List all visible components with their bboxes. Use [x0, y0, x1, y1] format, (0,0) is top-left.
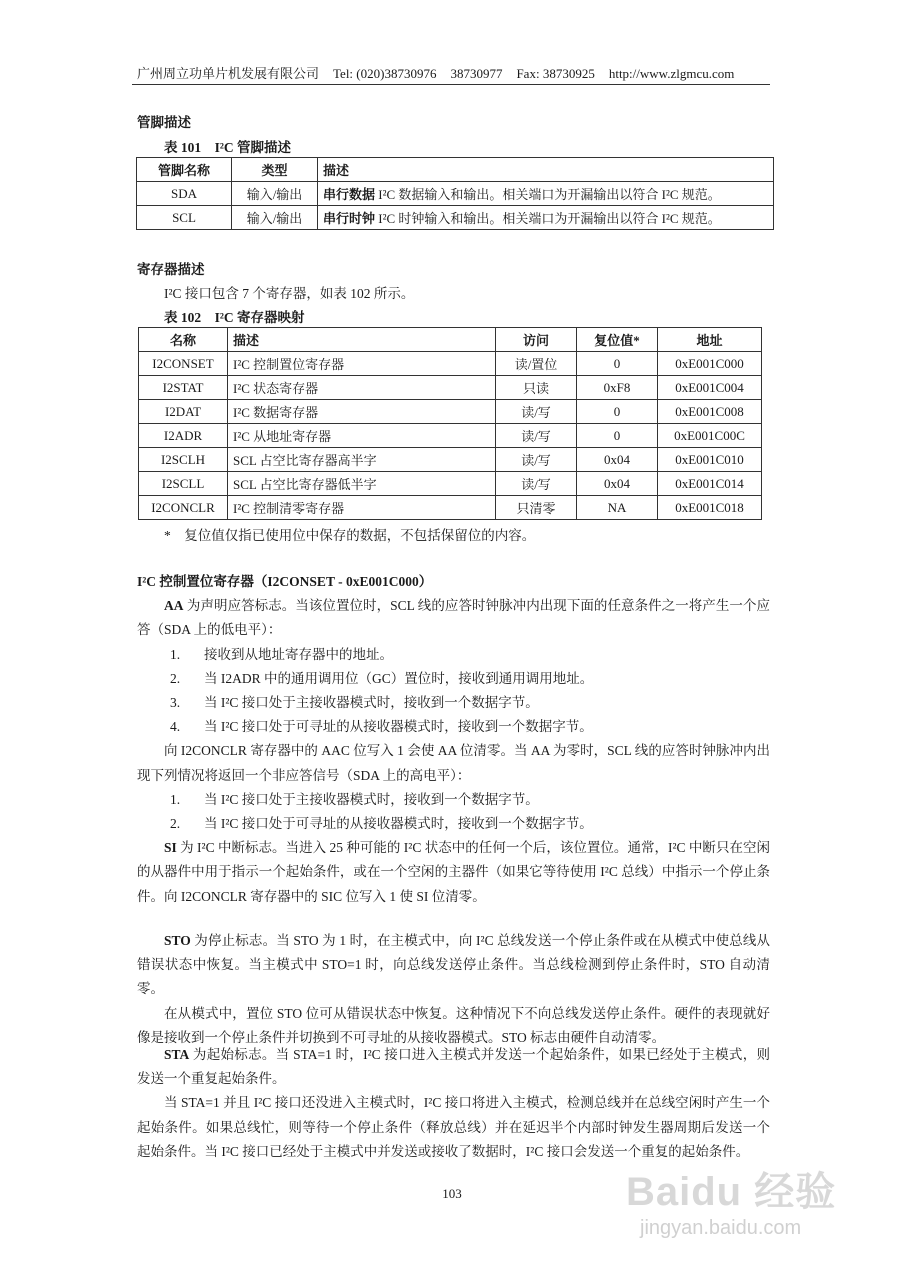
- sta-lead: STA: [164, 1047, 190, 1062]
- list-item: [137, 812, 770, 836]
- pin-type: 输入/输出: [232, 206, 318, 230]
- registers-intro: I²C 接口包含 7 个寄存器，如表 102 所示。: [164, 286, 415, 301]
- sta-paragraph-2: 当 STA=1 并且 I²C 接口还没进入主模式时，I²C 接口将进入主模式，检测总线并在总线空闲时产生一个起始条件。如果总线忙，则等待一个停止条件（释放总线）并在延迟半个内部时钟发生器周期后发送一个起始条件。当 I²C 接口已经处于主模式中并发送或接收了数据时，I²C 接口会发送一个重复的起始条件。: [137, 1095, 770, 1159]
- table-row: [139, 472, 762, 496]
- register-name: I2SCLH: [139, 448, 228, 472]
- list-item: [137, 715, 770, 739]
- register-address: 0xE001C000: [658, 352, 762, 376]
- sto-paragraph: [137, 929, 770, 1002]
- col-header: 描述: [318, 158, 774, 182]
- col-header: 名称: [139, 328, 228, 352]
- sto-lead: STO: [164, 933, 191, 948]
- si-text: 为 I²C 中断标志。当进入 25 种可能的 I²C 状态中的任何一个后，该位置位。通常，I²C 中断只在空闲的从器件中用于指示一个起始条件，或在一个空闲的主器件（如果它等待使用 I²C 总线）中指示一个停止条件。向 I2CONCLR 寄存器中的 SIC 位写入 1 使 SI 位清零。: [137, 840, 770, 904]
- register-access: 读/写: [496, 448, 577, 472]
- register-desc: I²C 状态寄存器: [228, 376, 496, 400]
- register-table: [138, 327, 762, 520]
- watermark-logo: Baidu 经验: [626, 1170, 837, 1214]
- tel: Tel: (020)38730976: [333, 66, 437, 81]
- list-number: 1.: [170, 646, 181, 662]
- baidu-watermark: [626, 1160, 886, 1260]
- pin-name: SDA: [137, 182, 232, 206]
- pins-heading: 管脚描述: [137, 115, 191, 130]
- si-paragraph: [137, 836, 770, 909]
- register-address: 0xE001C010: [658, 448, 762, 472]
- list-text: 当 I2ADR 中的通用调用位（GC）置位时，接收到通用调用地址。: [204, 670, 594, 686]
- pin-name: SCL: [137, 206, 232, 230]
- website-url: http://www.zlgmcu.com: [608, 66, 735, 81]
- register-address: 0xE001C004: [658, 376, 762, 400]
- page-header: [137, 63, 770, 82]
- register-name: I2SCLL: [139, 472, 228, 496]
- col-header: 描述: [228, 328, 496, 352]
- register-reset: NA: [577, 496, 658, 520]
- pin-desc: [318, 206, 774, 230]
- col-header: 复位值*: [577, 328, 658, 352]
- register-reset: 0: [577, 352, 658, 376]
- tel2: 38730977: [450, 66, 503, 81]
- aac-paragraph: 向 I2CONCLR 寄存器中的 AAC 位写入 1 会使 AA 位清零。当 AA 为零时，SCL 线的应答时钟脉冲内出现下列情况将返回一个非应答信号（SDA 上的高电平）：: [137, 743, 770, 783]
- list-number: 3.: [170, 695, 181, 711]
- register-desc: I²C 从地址寄存器: [228, 424, 496, 448]
- aa-lead: AA: [164, 598, 184, 614]
- list-item: [137, 667, 770, 691]
- pin-desc-text: I²C 数据输入和输出。相关端口为开漏输出以符合 I²C 规范。: [375, 187, 721, 202]
- register-desc: SCL 占空比寄存器高半字: [228, 448, 496, 472]
- register-name: I2CONCLR: [139, 496, 228, 520]
- table-row: [139, 448, 762, 472]
- si-lead: SI: [164, 840, 177, 856]
- sta-text: 为起始标志。当 STA=1 时，I²C 接口进入主模式并发送一个起始条件，如果已经处于主模式，则发送一个重复起始条件。: [137, 1047, 770, 1087]
- register-address: 0xE001C014: [658, 472, 762, 496]
- pin-type: 输入/输出: [232, 182, 318, 206]
- register-reset: 0x04: [577, 448, 658, 472]
- table-row: [139, 352, 762, 376]
- table-row: [139, 424, 762, 448]
- register-address: 0xE001C008: [658, 400, 762, 424]
- table-header-row: [139, 328, 762, 352]
- register-desc: I²C 控制清零寄存器: [228, 496, 496, 520]
- aa-conditions-list: [137, 643, 770, 740]
- header-rule: [132, 84, 770, 85]
- pin-desc: [318, 182, 774, 206]
- list-item: [137, 788, 770, 812]
- list-text: 接收到从地址寄存器中的地址。: [204, 646, 393, 662]
- register-name: I2ADR: [139, 424, 228, 448]
- table-header-row: [137, 158, 774, 182]
- sto-text: 为停止标志。当 STO 为 1 时，在主模式中，向 I²C 总线发送一个停止条件或在从模式中使总线从错误状态中恢复。当主模式中 STO=1 时，向总线发送停止条件。当总线检测到停止条件时，STO 自动清零。: [137, 933, 770, 997]
- company-name: 广州周立功单片机发展有限公司: [137, 66, 320, 81]
- registers-heading: 寄存器描述: [137, 262, 205, 277]
- list-item: [137, 691, 770, 715]
- page-number: 103: [442, 1186, 462, 1201]
- sto-paragraph-2: 在从模式中，置位 STO 位可从错误状态中恢复。这种情况下不向总线发送停止条件。硬件的表现就好像是接收到一个停止条件并切换到不可寻址的从接收器模式。STO 标志由硬件自动清零。: [137, 1005, 770, 1045]
- i2conset-heading: I²C 控制置位寄存器（I2CONSET - 0xE001C000）: [137, 574, 433, 589]
- register-reset: 0x04: [577, 472, 658, 496]
- table-row: [139, 376, 762, 400]
- register-address: 0xE001C018: [658, 496, 762, 520]
- nack-conditions-list: [137, 788, 770, 836]
- register-desc: I²C 控制置位寄存器: [228, 352, 496, 376]
- list-item: [137, 643, 770, 667]
- watermark-url: jingyan.baidu.com: [640, 1217, 802, 1239]
- register-reset: 0xF8: [577, 376, 658, 400]
- col-header: 地址: [658, 328, 762, 352]
- register-name: I2DAT: [139, 400, 228, 424]
- register-desc: I²C 数据寄存器: [228, 400, 496, 424]
- fax: Fax: 38730925: [516, 66, 595, 81]
- list-number: 1.: [170, 791, 181, 807]
- col-header: 管脚名称: [137, 158, 232, 182]
- register-reset: 0: [577, 400, 658, 424]
- table-row: [139, 400, 762, 424]
- register-reset: 0: [577, 424, 658, 448]
- table-102-caption: 表 102 I²C 寄存器映射: [164, 310, 305, 325]
- list-text: 当 I²C 接口处于可寻址的从接收器模式时，接收到一个数据字节。: [204, 816, 593, 832]
- register-name: I2STAT: [139, 376, 228, 400]
- aa-paragraph: [137, 594, 770, 642]
- register-access: 读/写: [496, 472, 577, 496]
- register-desc: SCL 占空比寄存器低半字: [228, 472, 496, 496]
- register-access: 读/写: [496, 424, 577, 448]
- table-row: [137, 206, 774, 230]
- register-access: 读/写: [496, 400, 577, 424]
- sta-section: [137, 1043, 770, 1164]
- register-address: 0xE001C00C: [658, 424, 762, 448]
- register-name: I2CONSET: [139, 352, 228, 376]
- aa-text: 为声明应答标志。当该位置位时，SCL 线的应答时钟脉冲内出现下面的任意条件之一将产生一个应答（SDA 上的低电平）：: [137, 598, 770, 638]
- list-number: 4.: [170, 719, 181, 735]
- register-access: 只清零: [496, 496, 577, 520]
- register-access: 读/置位: [496, 352, 577, 376]
- col-header: 访问: [496, 328, 577, 352]
- col-header: 类型: [232, 158, 318, 182]
- table-row: [137, 182, 774, 206]
- register-access: 只读: [496, 376, 577, 400]
- table-footnote: * 复位值仅指已使用位中保存的数据，不包括保留位的内容。: [164, 528, 536, 543]
- sta-paragraph: [137, 1043, 770, 1091]
- list-text: 当 I²C 接口处于可寻址的从接收器模式时，接收到一个数据字节。: [204, 719, 593, 735]
- table-101-caption: 表 101 I²C 管脚描述: [164, 140, 292, 155]
- pin-desc-lead: 串行时钟: [323, 211, 376, 226]
- list-text: 当 I²C 接口处于主接收器模式时，接收到一个数据字节。: [204, 791, 539, 807]
- pin-table: [136, 157, 774, 230]
- i2conset-section: [137, 570, 770, 909]
- list-number: 2.: [170, 816, 181, 832]
- list-number: 2.: [170, 670, 181, 686]
- sto-section: [137, 929, 770, 1050]
- table-row: [139, 496, 762, 520]
- list-text: 当 I²C 接口处于主接收器模式时，接收到一个数据字节。: [204, 695, 539, 711]
- pin-desc-text: I²C 时钟输入和输出。相关端口为开漏输出以符合 I²C 规范。: [375, 211, 721, 226]
- pin-desc-lead: 串行数据: [323, 187, 376, 202]
